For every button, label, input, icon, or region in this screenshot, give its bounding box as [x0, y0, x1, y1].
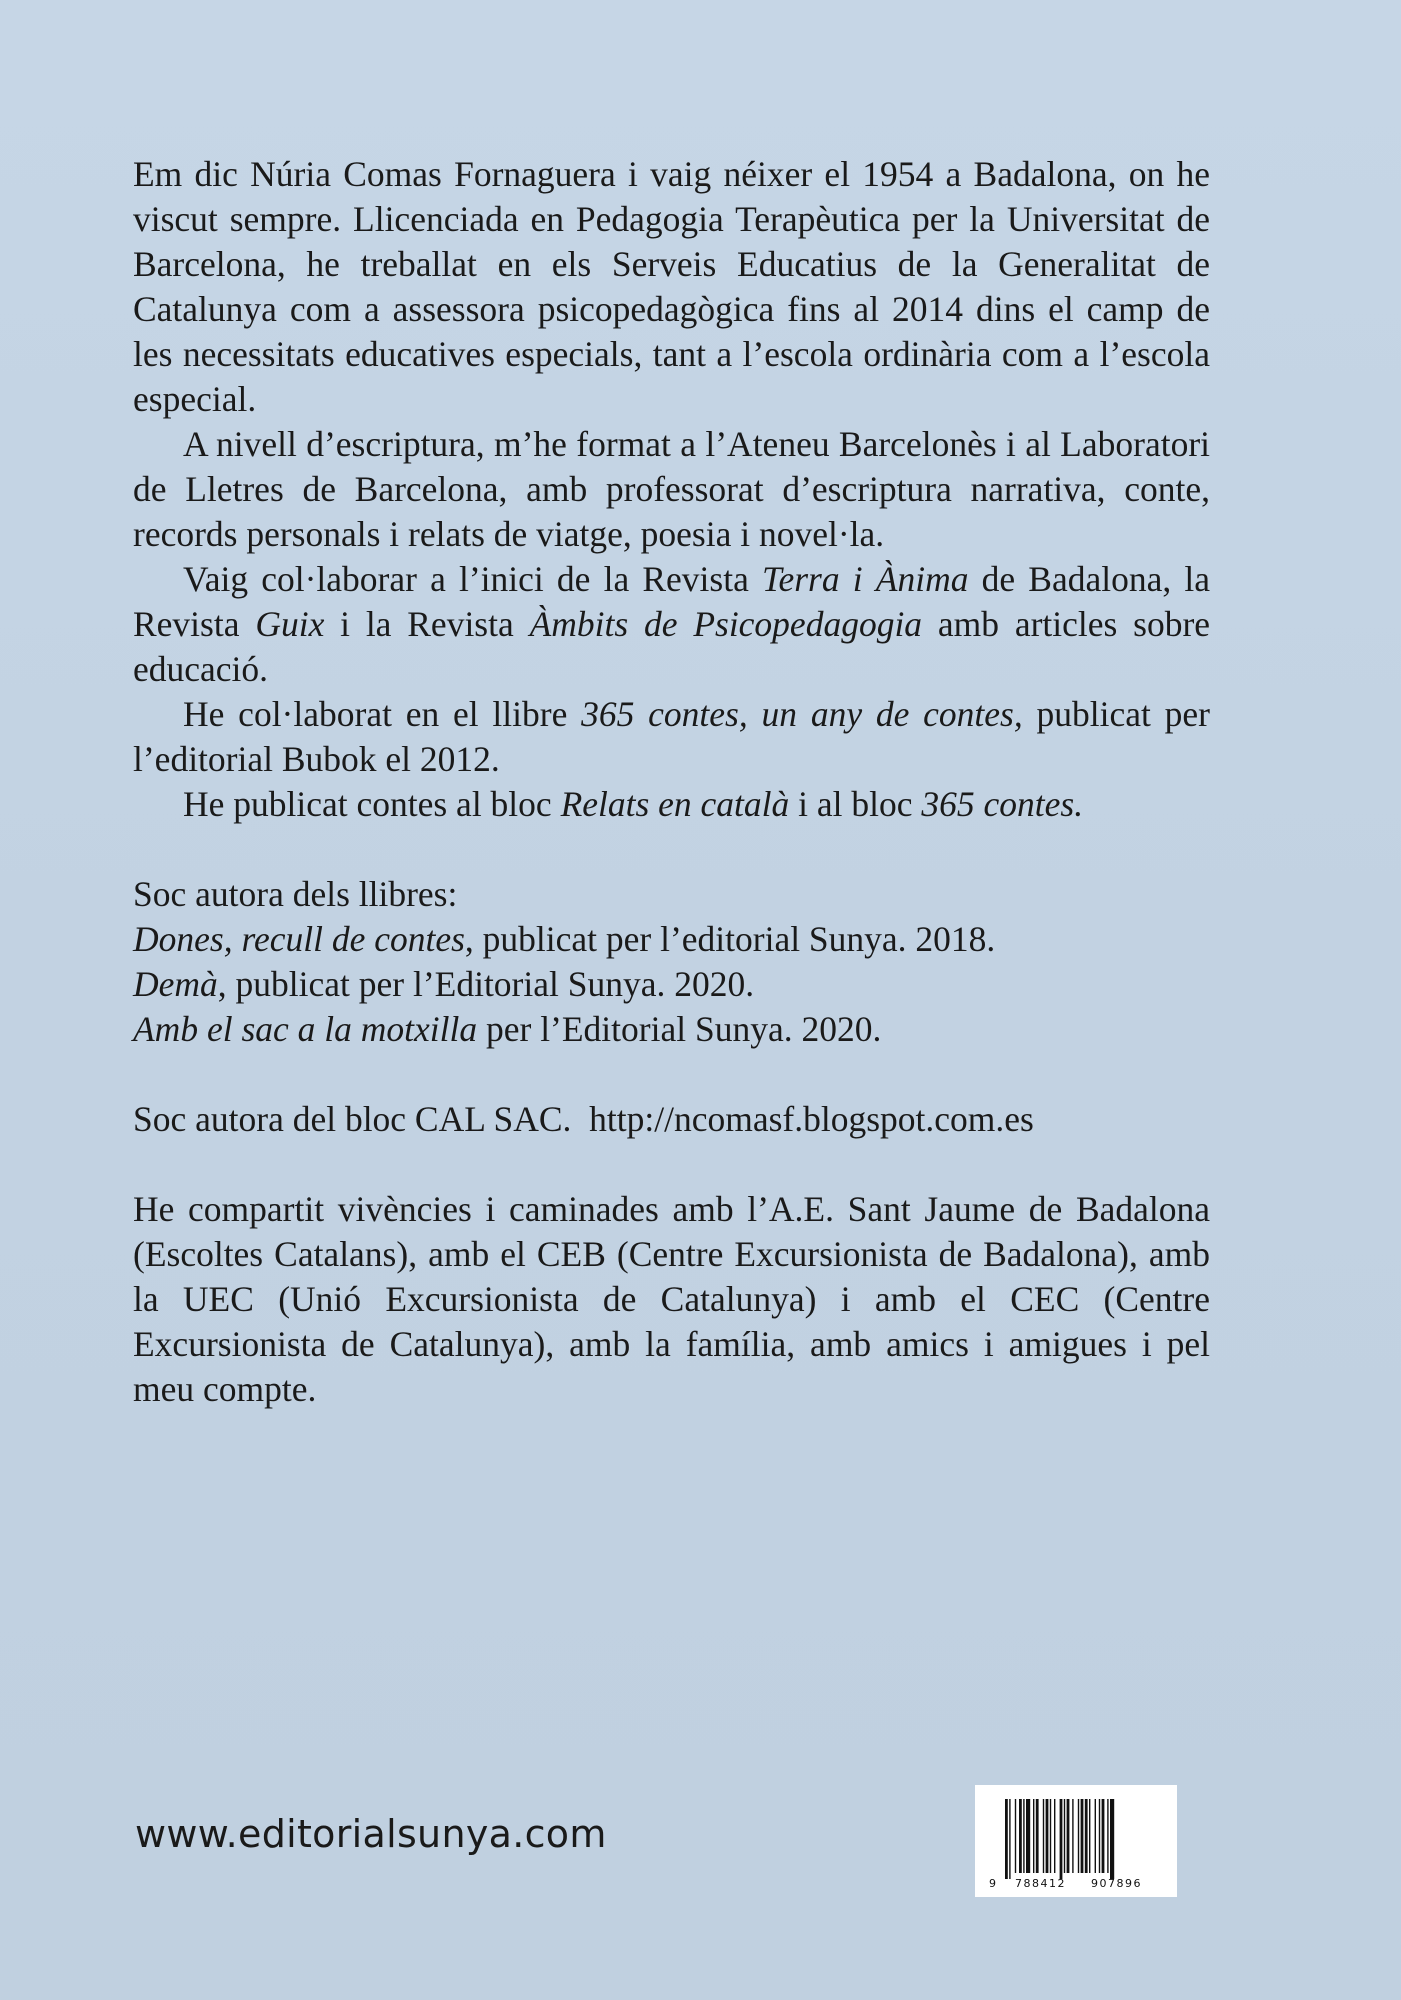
barcode-bar	[1085, 1799, 1088, 1873]
magazine-title: Terra i Ànima	[762, 559, 969, 599]
book-title: Amb el sac a la motxilla	[133, 1009, 478, 1049]
magazine-title: Àmbits de Psicopedagogia	[529, 604, 923, 644]
isbn-prefix-digit: 9	[989, 1877, 996, 1890]
barcode-bar	[1033, 1799, 1034, 1873]
barcode-bar	[1107, 1799, 1108, 1873]
barcode-bar	[1110, 1799, 1114, 1879]
magazine-title: Guix	[255, 604, 325, 644]
bio-paragraph-magazines: Vaig col·laborar a l’inici de la Revista Terra i Ànima de Badalona, la Revista Guix i la Revista Àmbits de Psicopedagogia amb articles sobre educació.	[133, 559, 1211, 689]
bio-paragraph-blogs: He publicat contes al bloc Relats en català i al bloc 365 contes.	[183, 784, 1084, 824]
barcode-bar	[1046, 1799, 1049, 1873]
barcode-bar	[1095, 1799, 1096, 1873]
book-item: Amb el sac a la motxilla per l’Editorial Sunya. 2020.	[133, 1009, 882, 1049]
blog-line: Soc autora del bloc CAL SAC. http://ncomasf.blogspot.com.es	[133, 1099, 1034, 1139]
barcode-bar	[1078, 1799, 1079, 1873]
barcode-bar	[1099, 1799, 1100, 1873]
barcode-bar	[1060, 1799, 1063, 1879]
barcode-bars	[975, 1785, 1177, 1897]
barcode-bar	[1054, 1799, 1055, 1873]
barcode-bar	[1089, 1799, 1090, 1873]
barcode-bar	[1081, 1799, 1084, 1873]
bio-paragraph-book-collab: He col·laborat en el llibre 365 contes, un any de contes, publicat per l’editorial Bubok el 2012.	[133, 694, 1210, 779]
barcode-bar	[1005, 1799, 1008, 1879]
barcode-bar	[1023, 1799, 1024, 1873]
isbn-right-digits: 907896	[1091, 1877, 1142, 1890]
barcode-bar	[1026, 1799, 1030, 1873]
book-item: Dones, recull de contes, publicat per l’editorial Sunya. 2018.	[133, 919, 996, 959]
author-bio	[133, 152, 1210, 1412]
barcode-bar	[1064, 1799, 1065, 1873]
book-item: Demà, publicat per l’Editorial Sunya. 2020.	[133, 964, 755, 1004]
books-heading: Soc autora dels llibres:	[133, 874, 458, 914]
barcode-bar	[1050, 1799, 1051, 1873]
closing-paragraph: He compartit vivències i caminades amb l’A.E. Sant Jaume de Badalona (Escoltes Catalans), amb el CEB (Centre Excursionista de Badalona), amb la UEC (Unió Excursionista de Catalunya) i amb el CEC (Centre Excursionista de Catalunya), amb la família, amb amics i amigues i pel meu compte.	[133, 1189, 1210, 1409]
isbn-left-digits: 788412	[1015, 1877, 1066, 1890]
barcode-bar	[1102, 1799, 1105, 1873]
blog-title: 365 contes.	[921, 784, 1084, 824]
barcode-bar	[1072, 1799, 1073, 1873]
blog-title: Relats en català	[560, 784, 790, 824]
book-title: Dones, recull de contes	[133, 919, 465, 959]
publisher-website: www.editorialsunya.com	[135, 1812, 607, 1856]
barcode-bar	[1009, 1799, 1010, 1879]
book-title: 365 contes, un any de contes,	[581, 694, 1023, 734]
barcode-bar	[1036, 1799, 1039, 1873]
barcode-bar	[1019, 1799, 1022, 1873]
barcode-bar	[1043, 1799, 1044, 1873]
bio-paragraph-writing: A nivell d’escriptura, m’he format a l’Ateneu Barcelonès i al Laboratori de Lletres de Barcelona, amb professorat d’escriptura narrativa, conte, records personals i relats de viatge, poesia i novel·la.	[133, 424, 1210, 554]
barcode-bar	[1067, 1799, 1070, 1873]
bio-paragraph-intro: Em dic Núria Comas Fornaguera i vaig néixer el 1954 a Badalona, on he viscut sempre. Llicenciada en Pedagogia Terapèutica per la Universitat de Barcelona, he treballat en els Serveis Educatius de la Generalitat de Catalunya com a assessora psicopedagògica fins al 2014 dins el camp de les necessitats educatives especials, tant a l’escola ordinària com a l’escola especial.	[133, 154, 1210, 419]
barcode-bar	[1015, 1799, 1016, 1873]
isbn-barcode	[975, 1785, 1177, 1897]
book-title: Demà	[133, 964, 218, 1004]
